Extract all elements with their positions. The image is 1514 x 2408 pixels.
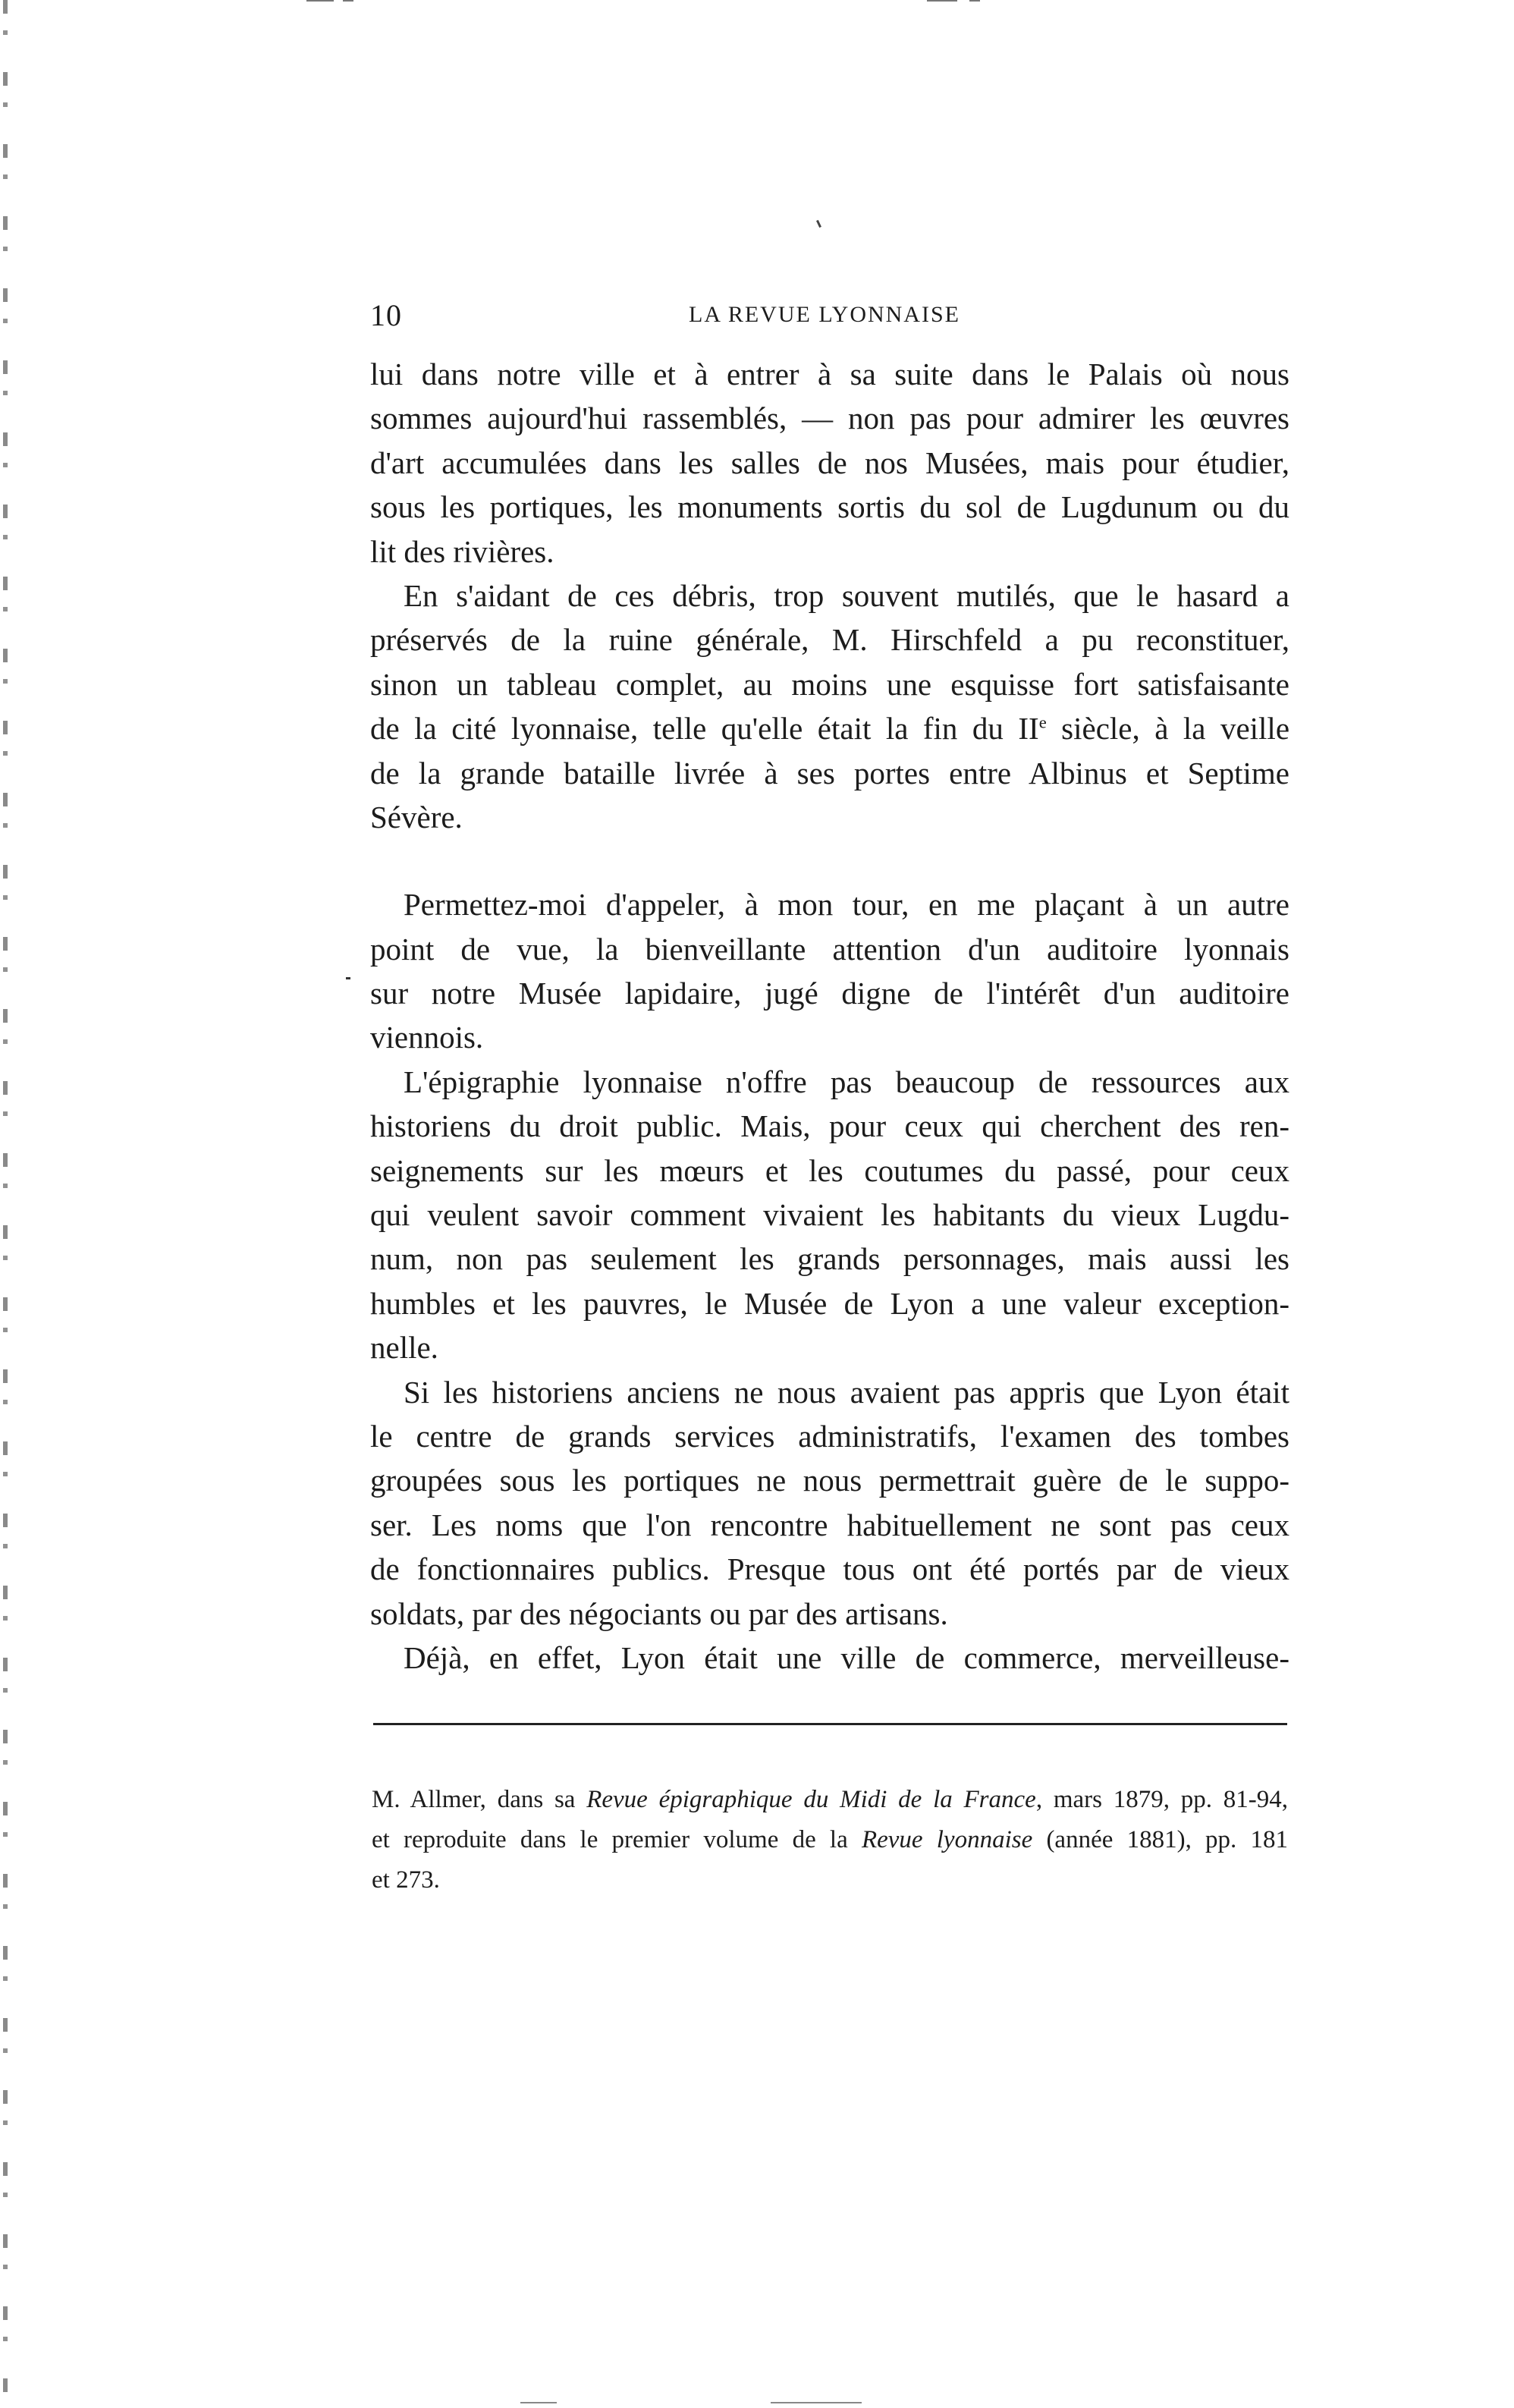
text-span: , mars 1879, pp. 81-94,	[1035, 1786, 1289, 1813]
footnote-line	[372, 1820, 1288, 1860]
text-span: et reproduite dans le premier volume de la	[372, 1826, 862, 1853]
text-line: qui veulent savoir comment vivaient les habitants du vieux Lugdu-	[370, 1197, 1289, 1233]
text-line: ser. Les noms que l'on rencontre habituellement ne sont pas ceux	[370, 1507, 1289, 1542]
century-numeral: II	[1018, 711, 1039, 747]
paragraph	[370, 352, 1289, 574]
text-line: sommes aujourd'hui rassemblés, — non pas pour admirer les œuvres	[370, 401, 1289, 436]
text-line: lit des rivières.	[370, 533, 554, 569]
scan-mark	[520, 2402, 557, 2403]
page-number: 10	[370, 298, 402, 332]
paragraph	[370, 1636, 1289, 1680]
text-line: Si les historiens anciens ne nous avaient pas appris que Lyon était	[404, 1374, 1289, 1410]
italic-title: Revue épigraphique du Midi de la France	[586, 1786, 1036, 1813]
footnote	[372, 1780, 1288, 1900]
text-line: num, non pas seulement les grands personnages, mais aussi les	[370, 1241, 1289, 1277]
text-line: humbles et les pauvres, le Musée de Lyon a une valeur exception-	[370, 1285, 1289, 1321]
text-line: le centre de grands services administratifs, l'examen des tombes	[370, 1418, 1289, 1454]
section-gap	[370, 839, 1289, 882]
text-line: viennois.	[370, 1020, 484, 1055]
scan-mark	[969, 0, 980, 2]
scan-speck	[346, 977, 350, 979]
text-line: point de vue, la bienveillante attention d'un auditoire lyonnais	[370, 931, 1289, 967]
text-span: siècle, à la veille	[1046, 711, 1290, 747]
text-line: seignements sur les mœurs et les coutumes du passé, pour ceux	[370, 1152, 1289, 1188]
paragraph	[370, 574, 1289, 839]
text-line: sous les portiques, les monuments sortis du sol de Lugdunum ou du	[370, 489, 1289, 525]
text-line	[370, 706, 1289, 750]
text-line: groupées sous les portiques ne nous permettrait guère de le suppo-	[370, 1463, 1289, 1498]
text-line: Permettez-moi d'appeler, à mon tour, en me plaçant à un autre	[404, 887, 1289, 923]
footnote-line	[372, 1780, 1288, 1820]
text-line: d'art accumulées dans les salles de nos Musées, mais pour étudier,	[370, 445, 1289, 480]
text-line: lui dans notre ville et à entrer à sa suite dans le Palais où nous	[370, 357, 1289, 391]
text-line: de fonctionnaires publics. Presque tous ont été portés par de vieux	[370, 1551, 1289, 1587]
text-span: de la cité lyonnaise, telle qu'elle était la fin du	[370, 711, 1019, 747]
text-line: Sévère.	[370, 799, 463, 835]
scan-binding-edge	[3, 0, 8, 2408]
text-line: L'épigraphie lyonnaise n'offre pas beaucoup de ressources aux	[404, 1064, 1289, 1099]
scan-mark	[771, 2402, 862, 2403]
text-line: soldats, par des négociants ou par des artisans.	[370, 1595, 948, 1631]
scan-speck	[816, 220, 821, 228]
italic-title: Revue lyonnaise	[861, 1826, 1033, 1853]
scan-mark	[343, 0, 353, 2]
body-text	[370, 352, 1289, 1680]
text-line: de la grande bataille livrée à ses portes entre Albinus et Septime	[370, 755, 1289, 791]
paragraph	[370, 1060, 1289, 1370]
paragraph	[370, 882, 1289, 1060]
running-head	[370, 297, 1289, 335]
paragraph	[370, 1370, 1289, 1636]
text-line: historiens du droit public. Mais, pour ceux qui cherchent des ren-	[370, 1108, 1289, 1144]
footnote-rule	[373, 1723, 1287, 1725]
text-line: sur notre Musée lapidaire, jugé digne de l'intérêt d'un auditoire	[370, 976, 1289, 1011]
scan-mark	[306, 0, 334, 2]
superscript: e	[1038, 712, 1047, 732]
text-line: sinon un tableau complet, au moins une esquisse fort satisfaisante	[370, 666, 1289, 702]
text-line: En s'aidant de ces débris, trop souvent mutilés, que le hasard a	[404, 577, 1289, 613]
scan-mark	[927, 0, 957, 2]
text-span: (année 1881), pp. 181	[1032, 1826, 1288, 1853]
footnote-line: et 273.	[372, 1866, 440, 1894]
text-line: Déjà, en effet, Lyon était une ville de commerce, merveilleuse-	[404, 1639, 1289, 1675]
text-line: nelle.	[370, 1330, 438, 1366]
text-line: préservés de la ruine générale, M. Hirschfeld a pu reconstituer,	[370, 622, 1289, 658]
journal-title: LA REVUE LYONNAISE	[689, 302, 960, 327]
text-span: M. Allmer, dans sa	[372, 1786, 587, 1813]
